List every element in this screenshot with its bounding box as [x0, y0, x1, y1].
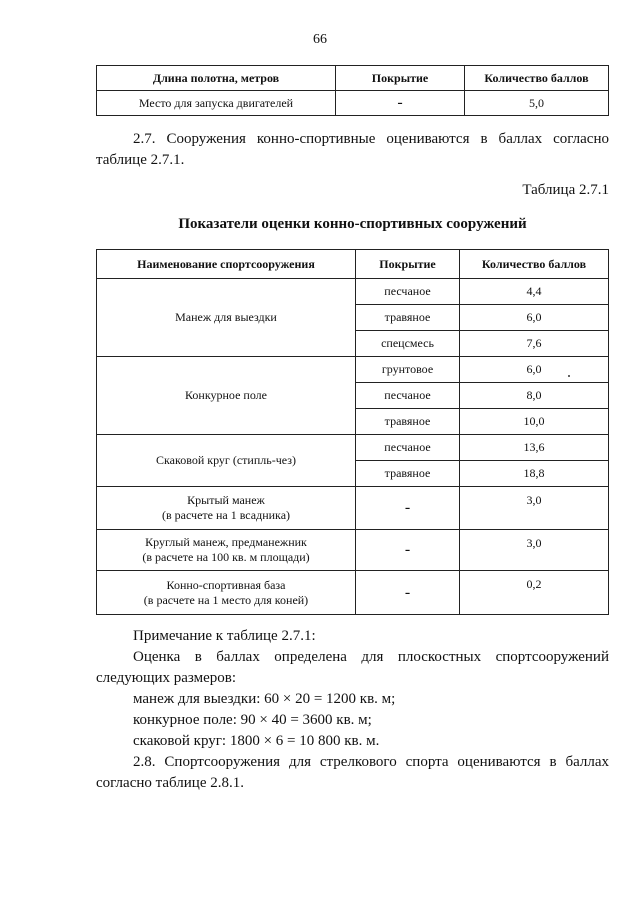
cover-cell: травяное	[356, 461, 460, 487]
table-title: Показатели оценки конно-спортивных сооружений	[178, 216, 527, 232]
cover-cell: песчаное	[356, 435, 460, 461]
table-header-row	[97, 250, 609, 279]
table-cell: 5,0	[465, 91, 609, 116]
note-text: Оценка в баллах определена для плоскостных спортсооружений следующих размеров:	[96, 649, 609, 686]
score-cell: 8,0	[460, 383, 609, 409]
note-item: конкурное поле: 90 × 40 = 3600 кв. м;	[133, 712, 372, 728]
score-cell: 10,0	[460, 409, 609, 435]
table-row	[97, 530, 609, 571]
page-number: 66	[313, 32, 327, 47]
table-row	[97, 357, 609, 383]
column-header: Наименование спортсооружения	[97, 250, 356, 279]
facility-name-note: (в расчете на 1 всадника)	[161, 508, 291, 522]
table-row	[97, 279, 609, 305]
equestrian-scores-table	[96, 249, 609, 615]
cover-cell: -	[356, 571, 460, 615]
paragraph-2-8: 2.8. Спортсооружения для стрелкового спорта оцениваются в баллах согласно таблице 2.8.1.	[96, 754, 609, 791]
note-title: Примечание к таблице 2.7.1:	[133, 628, 316, 644]
facility-name: Конкурное поле	[97, 357, 356, 435]
facility-name-line: Круглый манеж, предманежник	[145, 535, 307, 549]
column-header: Покрытие	[356, 250, 460, 279]
facility-name: Манеж для выездки	[97, 279, 356, 357]
table-header-row	[97, 66, 609, 91]
table-label: Таблица 2.7.1	[522, 182, 609, 198]
table-row	[97, 487, 609, 530]
note-item: скаковой круг: 1800 × 6 = 10 800 кв. м.	[133, 733, 380, 749]
facility-name-line: Конно-спортивная база	[166, 577, 286, 592]
cover-cell: травяное	[356, 305, 460, 331]
table-cell: -	[336, 91, 465, 116]
note-item: манеж для выездки: 60 × 20 = 1200 кв. м;	[133, 691, 396, 707]
paragraph-2-7: 2.7. Сооружения конно-спортивные оцениваются в баллах согласно таблице 2.7.1.	[96, 131, 609, 168]
score-cell: 6,0	[460, 305, 609, 331]
score-cell: 18,8	[460, 461, 609, 487]
table-row	[97, 571, 609, 615]
score-cell: 4,4	[460, 279, 609, 305]
table-row	[97, 91, 609, 116]
scan-speck	[568, 375, 570, 377]
cover-cell: -	[356, 487, 460, 530]
facility-name-note: (в расчете на 100 кв. м площади)	[142, 550, 310, 564]
cover-cell: -	[356, 530, 460, 571]
score-cell: 3,0	[460, 487, 609, 530]
cover-cell: песчаное	[356, 383, 460, 409]
cover-cell: спецсмесь	[356, 331, 460, 357]
facility-name-line: Крытый манеж	[187, 493, 265, 507]
cover-cell: грунтовое	[356, 357, 460, 383]
column-header: Покрытие	[336, 66, 465, 91]
column-header: Длина полотна, метров	[97, 66, 336, 91]
cover-cell: травяное	[356, 409, 460, 435]
score-cell: 0,2	[460, 571, 609, 615]
column-header: Количество баллов	[460, 250, 609, 279]
table-cell: Место для запуска двигателей	[97, 91, 336, 116]
score-cell: 7,6	[460, 331, 609, 357]
facility-name-note: (в расчете на 1 место для коней)	[143, 592, 309, 607]
continuation-table	[96, 65, 609, 116]
score-cell: 6,0	[460, 357, 609, 383]
facility-name	[97, 487, 356, 530]
facility-name	[97, 571, 356, 615]
cover-cell: песчаное	[356, 279, 460, 305]
score-cell: 3,0	[460, 530, 609, 571]
column-header: Количество баллов	[465, 66, 609, 91]
facility-name	[97, 530, 356, 571]
facility-name: Скаковой круг (стипль-чез)	[97, 435, 356, 487]
table-row	[97, 435, 609, 461]
score-cell: 13,6	[460, 435, 609, 461]
